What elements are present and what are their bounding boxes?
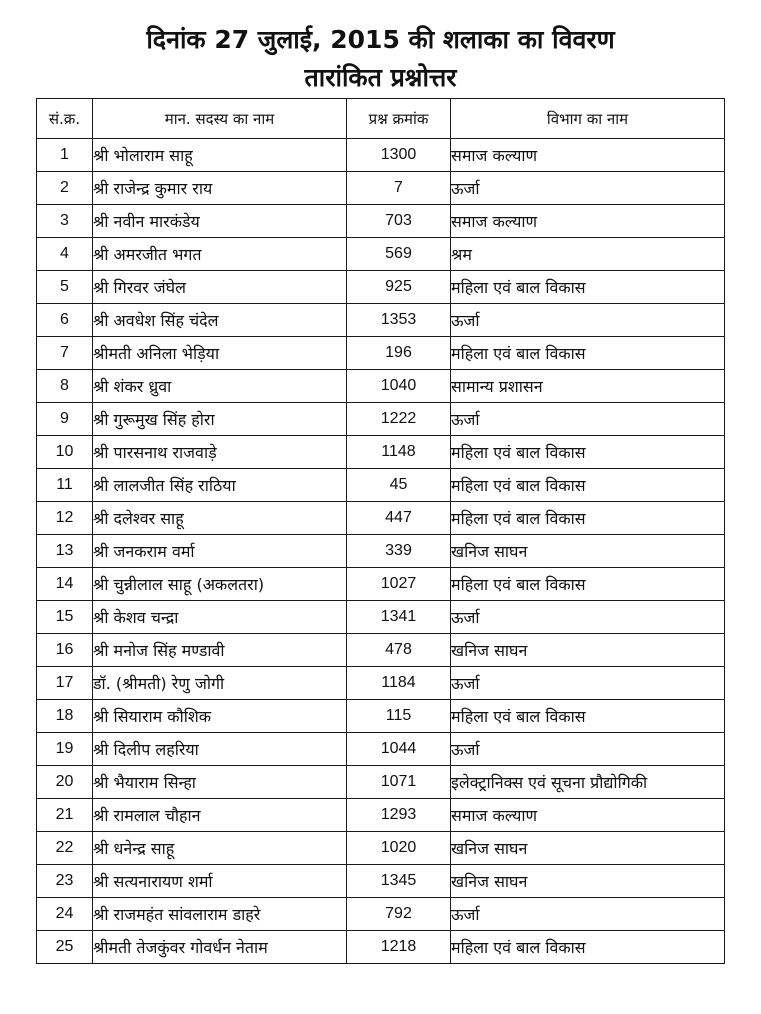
member-name-cell: श्री मनोज सिंह मण्डावी (93, 634, 347, 667)
questions-table (36, 98, 725, 964)
question-number-cell: 1293 (347, 799, 451, 832)
question-number-cell: 478 (347, 634, 451, 667)
question-number-cell: 1218 (347, 931, 451, 964)
department-cell: समाज कल्याण (451, 799, 725, 832)
question-number-cell: 45 (347, 469, 451, 502)
member-name-cell: श्री केशव चन्द्रा (93, 601, 347, 634)
member-name-cell: श्री दलेश्वर साहू (93, 502, 347, 535)
table-row (37, 502, 725, 535)
department-cell: महिला एवं बाल विकास (451, 502, 725, 535)
serial-cell: 17 (37, 667, 93, 700)
table-row (37, 172, 725, 205)
question-number-cell: 447 (347, 502, 451, 535)
department-cell: महिला एवं बाल विकास (451, 931, 725, 964)
question-number-cell: 1222 (347, 403, 451, 436)
serial-cell: 23 (37, 865, 93, 898)
member-name-cell: श्री अवधेश सिंह चंदेल (93, 304, 347, 337)
member-name-cell: श्रीमती अनिला भेड़िया (93, 337, 347, 370)
question-number-cell: 1345 (347, 865, 451, 898)
header-question-number: प्रश्न क्रमांक (347, 99, 451, 139)
department-cell: ऊर्जा (451, 172, 725, 205)
member-name-cell: श्रीमती तेजकुंवर गोवर्धन नेताम (93, 931, 347, 964)
question-number-cell: 1020 (347, 832, 451, 865)
serial-cell: 19 (37, 733, 93, 766)
question-number-cell: 1300 (347, 139, 451, 172)
serial-cell: 24 (37, 898, 93, 931)
member-name-cell: श्री पारसनाथ राजवाड़े (93, 436, 347, 469)
serial-cell: 9 (37, 403, 93, 436)
department-cell: खनिज साघन (451, 832, 725, 865)
question-number-cell: 1353 (347, 304, 451, 337)
serial-cell: 20 (37, 766, 93, 799)
question-number-cell: 339 (347, 535, 451, 568)
table-body (37, 139, 725, 964)
serial-cell: 2 (37, 172, 93, 205)
table-row (37, 700, 725, 733)
table-row (37, 436, 725, 469)
serial-cell: 4 (37, 238, 93, 271)
serial-cell: 13 (37, 535, 93, 568)
member-name-cell: श्री भैयाराम सिन्हा (93, 766, 347, 799)
department-cell: इलेक्ट्रानिक्स एवं सूचना प्रौद्योगिकी (451, 766, 725, 799)
serial-cell: 16 (37, 634, 93, 667)
department-cell: महिला एवं बाल विकास (451, 337, 725, 370)
table-row (37, 337, 725, 370)
table-row (37, 634, 725, 667)
department-cell: खनिज साघन (451, 535, 725, 568)
question-number-cell: 1040 (347, 370, 451, 403)
question-number-cell: 196 (347, 337, 451, 370)
table-row (37, 865, 725, 898)
department-cell: समाज कल्याण (451, 205, 725, 238)
table-row (37, 403, 725, 436)
member-name-cell: श्री शंकर ध्रुवा (93, 370, 347, 403)
question-number-cell: 792 (347, 898, 451, 931)
member-name-cell: श्री गिरवर जंघेल (93, 271, 347, 304)
member-name-cell: श्री जनकराम वर्मा (93, 535, 347, 568)
member-name-cell: श्री चुन्नीलाल साहू (अकलतरा) (93, 568, 347, 601)
question-number-cell: 1184 (347, 667, 451, 700)
question-number-cell: 115 (347, 700, 451, 733)
serial-cell: 8 (37, 370, 93, 403)
table-row (37, 238, 725, 271)
serial-cell: 25 (37, 931, 93, 964)
member-name-cell: श्री राजेन्द्र कुमार राय (93, 172, 347, 205)
header-department: विभाग का नाम (451, 99, 725, 139)
table-row (37, 898, 725, 931)
header-member-name: मान. सदस्य का नाम (93, 99, 347, 139)
department-cell: ऊर्जा (451, 898, 725, 931)
question-number-cell: 1341 (347, 601, 451, 634)
member-name-cell: श्री रामलाल चौहान (93, 799, 347, 832)
member-name-cell: डॉ. (श्रीमती) रेणु जोगी (93, 667, 347, 700)
table-row (37, 931, 725, 964)
document-title: दिनांक 27 जुलाई, 2015 की शलाका का विवरण (146, 25, 615, 54)
member-name-cell: श्री गुरूमुख सिंह होरा (93, 403, 347, 436)
serial-cell: 14 (37, 568, 93, 601)
table-row (37, 667, 725, 700)
department-cell: खनिज साघन (451, 634, 725, 667)
table-row (37, 799, 725, 832)
department-cell: सामान्य प्रशासन (451, 370, 725, 403)
serial-cell: 6 (37, 304, 93, 337)
department-cell: महिला एवं बाल विकास (451, 271, 725, 304)
department-cell: महिला एवं बाल विकास (451, 700, 725, 733)
question-number-cell: 1044 (347, 733, 451, 766)
member-name-cell: श्री दिलीप लहरिया (93, 733, 347, 766)
department-cell: महिला एवं बाल विकास (451, 568, 725, 601)
question-number-cell: 925 (347, 271, 451, 304)
table-row (37, 766, 725, 799)
table-row (37, 568, 725, 601)
department-cell: ऊर्जा (451, 601, 725, 634)
serial-cell: 7 (37, 337, 93, 370)
serial-cell: 12 (37, 502, 93, 535)
question-number-cell: 703 (347, 205, 451, 238)
department-cell: महिला एवं बाल विकास (451, 436, 725, 469)
question-number-cell: 569 (347, 238, 451, 271)
table-row (37, 832, 725, 865)
department-cell: श्रम (451, 238, 725, 271)
serial-cell: 21 (37, 799, 93, 832)
serial-cell: 10 (37, 436, 93, 469)
table-row (37, 271, 725, 304)
table-row (37, 205, 725, 238)
serial-cell: 18 (37, 700, 93, 733)
member-name-cell: श्री भोलाराम साहू (93, 139, 347, 172)
table-row (37, 733, 725, 766)
serial-cell: 11 (37, 469, 93, 502)
serial-cell: 15 (37, 601, 93, 634)
table-row (37, 304, 725, 337)
serial-cell: 1 (37, 139, 93, 172)
table-row (37, 601, 725, 634)
question-number-cell: 1071 (347, 766, 451, 799)
member-name-cell: श्री धनेन्द्र साहू (93, 832, 347, 865)
member-name-cell: श्री सत्यनारायण शर्मा (93, 865, 347, 898)
serial-cell: 22 (37, 832, 93, 865)
table-header (37, 99, 725, 139)
department-cell: ऊर्जा (451, 733, 725, 766)
serial-cell: 3 (37, 205, 93, 238)
header-serial: सं.क्र. (37, 99, 93, 139)
member-name-cell: श्री अमरजीत भगत (93, 238, 347, 271)
member-name-cell: श्री राजमहंत सांवलाराम डाहरे (93, 898, 347, 931)
table-row (37, 535, 725, 568)
member-name-cell: श्री लालजीत सिंह राठिया (93, 469, 347, 502)
table-row (37, 469, 725, 502)
question-number-cell: 7 (347, 172, 451, 205)
department-cell: ऊर्जा (451, 304, 725, 337)
question-number-cell: 1148 (347, 436, 451, 469)
table-row (37, 370, 725, 403)
table-row (37, 139, 725, 172)
department-cell: ऊर्जा (451, 667, 725, 700)
question-number-cell: 1027 (347, 568, 451, 601)
header-row (37, 99, 725, 139)
serial-cell: 5 (37, 271, 93, 304)
document-subtitle: तारांकित प्रश्नोत्तर (304, 63, 457, 92)
department-cell: महिला एवं बाल विकास (451, 469, 725, 502)
member-name-cell: श्री नवीन मारकंडेय (93, 205, 347, 238)
department-cell: खनिज साघन (451, 865, 725, 898)
department-cell: समाज कल्याण (451, 139, 725, 172)
department-cell: ऊर्जा (451, 403, 725, 436)
member-name-cell: श्री सियाराम कौशिक (93, 700, 347, 733)
